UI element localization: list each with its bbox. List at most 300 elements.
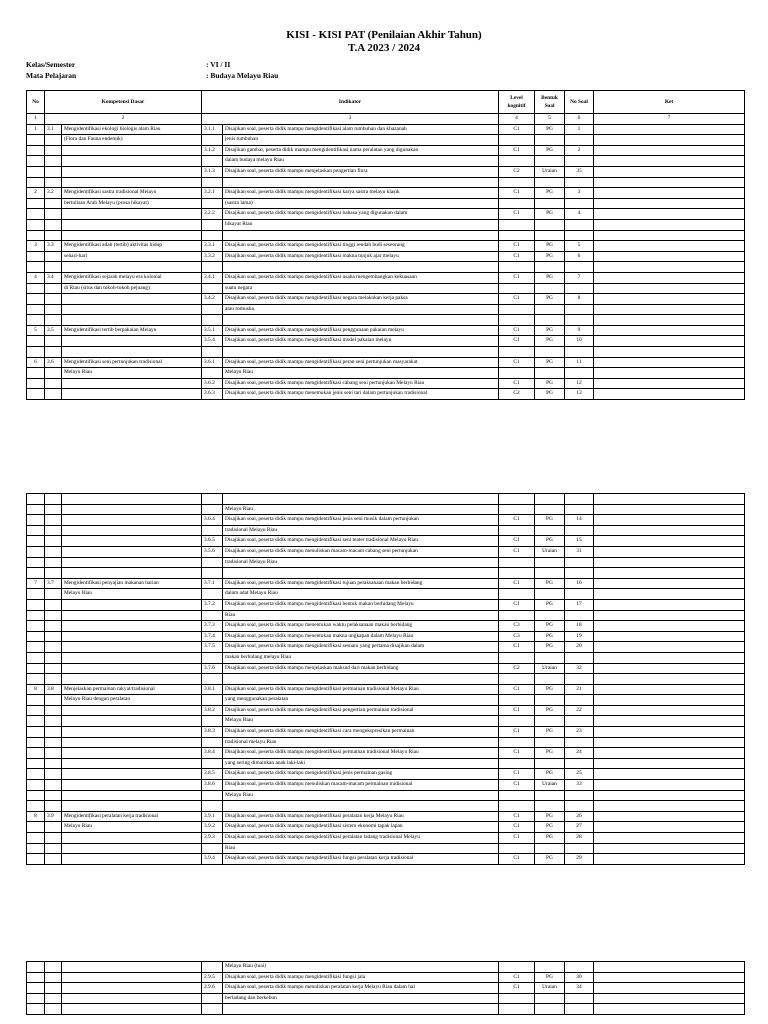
cell-kompetensi-text — [62, 972, 202, 983]
cell-indikator-text: Melayu Riau (tuai) — [223, 962, 499, 973]
table-row — [27, 983, 745, 994]
cell-no — [27, 983, 45, 994]
cell-kompetensi-text — [62, 748, 202, 759]
cell-no-soal — [565, 674, 594, 685]
cell-kd-code — [45, 663, 62, 674]
cell-level-kognitif — [499, 304, 535, 315]
cell-kompetensi-text: Mengidentifikasi sastra tradisional Melayu — [62, 188, 202, 199]
cell-level-kognitif: C1 — [499, 336, 535, 347]
cell-no-soal: 22 — [565, 705, 594, 716]
cell-level-kognitif: C1 — [499, 241, 535, 252]
cell-indikator-text: Disajikan soal, peserta didik mampu mengidentifikasi cabang seni pertunjukan Melayu Riau — [223, 378, 499, 389]
table-row — [27, 272, 745, 283]
cell-bentuk-soal — [535, 230, 565, 241]
cell-ket — [594, 219, 745, 230]
cell-bentuk-soal — [535, 589, 565, 600]
cell-level-kognitif — [499, 156, 535, 167]
cell-level-kognitif: C1 — [499, 684, 535, 695]
cell-no — [27, 769, 45, 780]
cell-bentuk-soal: PG — [535, 325, 565, 336]
cell-no — [27, 589, 45, 600]
cell-ket — [594, 177, 745, 188]
cell-no — [27, 145, 45, 156]
cell-level-kognitif — [499, 230, 535, 241]
column-number: 3 — [202, 114, 499, 125]
cell-bentuk-soal — [535, 525, 565, 536]
header-kompetensi-dasar: Kompetensi Dasar — [45, 91, 202, 114]
cell-ket — [594, 198, 745, 209]
cell-indikator-text: Disajikan soal, peserta didik mampu mengidentifikasi usaha mengembangkan kekuasaan — [223, 272, 499, 283]
cell-kd-code — [45, 145, 62, 156]
cell-kd-code — [45, 1004, 62, 1015]
cell-level-kognitif — [499, 177, 535, 188]
cell-no — [27, 780, 45, 791]
cell-indikator-text: Disajikan soal, peserta didik mampu mengidentifikasi tinggi rendah budi seseorang — [223, 241, 499, 252]
cell-bentuk-soal: PG — [535, 188, 565, 199]
cell-indikator-text: Disajikan soal, peserta didik mampu menentukan makna ungkapan dalam Melayu Riau — [223, 631, 499, 642]
cell-no — [27, 336, 45, 347]
cell-indikator-code — [202, 758, 223, 769]
cell-indikator-text — [223, 494, 499, 505]
cell-kompetensi-text — [62, 219, 202, 230]
cell-kompetensi-text — [62, 801, 202, 812]
kisi-table-page-2 — [26, 493, 745, 865]
cell-kd-code — [45, 494, 62, 505]
cell-bentuk-soal: Uraian — [535, 780, 565, 791]
cell-no-soal — [565, 652, 594, 663]
table-row — [27, 727, 745, 738]
cell-level-kognitif — [499, 1004, 535, 1015]
cell-no-soal — [565, 283, 594, 294]
cell-indikator-code — [202, 737, 223, 748]
cell-no-soal: 29 — [565, 854, 594, 865]
cell-no — [27, 262, 45, 273]
cell-kompetensi-text — [62, 962, 202, 973]
cell-no — [27, 536, 45, 547]
cell-bentuk-soal — [535, 283, 565, 294]
cell-no — [27, 378, 45, 389]
table-row — [27, 716, 745, 727]
cell-bentuk-soal: PG — [535, 578, 565, 589]
cell-bentuk-soal: PG — [535, 536, 565, 547]
cell-no: 5 — [27, 325, 45, 336]
cell-bentuk-soal: PG — [535, 336, 565, 347]
cell-ket — [594, 188, 745, 199]
cell-kompetensi-text — [62, 716, 202, 727]
table-row — [27, 578, 745, 589]
cell-level-kognitif — [499, 962, 535, 973]
table-row — [27, 737, 745, 748]
cell-no — [27, 758, 45, 769]
cell-indikator-text: Disajikan soal, peserta didik mampu menjelaskan pengertian flora — [223, 166, 499, 177]
cell-no-soal: 15 — [565, 536, 594, 547]
cell-bentuk-soal — [535, 993, 565, 1004]
cell-indikator-text: Disajikan soal, peserta didik mampu mengidentifikasi seni teater tradisional Melayu Riau — [223, 536, 499, 547]
cell-kd-code — [45, 822, 62, 833]
cell-indikator-code: 3.2.1 — [202, 188, 223, 199]
cell-kd-code — [45, 631, 62, 642]
cell-no-soal: 24 — [565, 748, 594, 759]
cell-bentuk-soal: PG — [535, 272, 565, 283]
cell-indikator-text: Disajikan soal, peserta didik mampu menuliskan macam-macam permainan tradisional — [223, 780, 499, 791]
cell-no-soal: 5 — [565, 241, 594, 252]
cell-no — [27, 962, 45, 973]
cell-ket — [594, 962, 745, 973]
cell-ket — [594, 716, 745, 727]
cell-kompetensi-text — [62, 156, 202, 167]
cell-bentuk-soal: PG — [535, 811, 565, 822]
cell-kompetensi-text — [62, 557, 202, 568]
cell-ket — [594, 833, 745, 844]
cell-ket — [594, 209, 745, 220]
cell-indikator-code — [202, 504, 223, 515]
cell-no-soal: 18 — [565, 621, 594, 632]
cell-no-soal: 26 — [565, 811, 594, 822]
cell-kd-code — [45, 780, 62, 791]
mapel-value: : Budaya Melayu Riau — [206, 71, 279, 80]
cell-ket — [594, 166, 745, 177]
cell-level-kognitif: C1 — [499, 536, 535, 547]
table-row — [27, 568, 745, 579]
cell-no — [27, 135, 45, 146]
cell-kd-code — [45, 525, 62, 536]
cell-no — [27, 642, 45, 653]
cell-ket — [594, 790, 745, 801]
table-row — [27, 962, 745, 973]
table-row — [27, 833, 745, 844]
cell-level-kognitif — [499, 843, 535, 854]
cell-no: 1 — [27, 124, 45, 135]
cell-no — [27, 209, 45, 220]
column-number: 6 — [565, 114, 594, 125]
cell-level-kognitif: C1 — [499, 209, 535, 220]
cell-indikator-code — [202, 1004, 223, 1015]
cell-bentuk-soal — [535, 758, 565, 769]
cell-ket — [594, 748, 745, 759]
cell-no-soal: 10 — [565, 336, 594, 347]
cell-kompetensi-text — [62, 737, 202, 748]
cell-level-kognitif — [499, 347, 535, 358]
cell-kd-code — [45, 769, 62, 780]
cell-ket — [594, 822, 745, 833]
cell-indikator-text: Disajikan soal, peserta didik mampu menemukan jenis seni tari dalam pertunjukan tradisional — [223, 389, 499, 400]
cell-no — [27, 166, 45, 177]
cell-indikator-code: 3.5.4 — [202, 336, 223, 347]
cell-ket — [594, 251, 745, 262]
cell-bentuk-soal — [535, 610, 565, 621]
table-row — [27, 589, 745, 600]
cell-indikator-text: (sastra lama) — [223, 198, 499, 209]
cell-bentuk-soal — [535, 219, 565, 230]
cell-level-kognitif: C1 — [499, 378, 535, 389]
cell-bentuk-soal — [535, 198, 565, 209]
cell-kd-code: 3.8 — [45, 684, 62, 695]
kelas-label: Kelas/Semester — [26, 60, 76, 69]
cell-kd-code — [45, 705, 62, 716]
cell-kompetensi-text — [62, 262, 202, 273]
cell-bentuk-soal — [535, 135, 565, 146]
cell-ket — [594, 262, 745, 273]
cell-kd-code: 3.3 — [45, 241, 62, 252]
cell-no-soal: 34 — [565, 983, 594, 994]
cell-ket — [594, 368, 745, 379]
cell-ket — [594, 241, 745, 252]
cell-indikator-code — [202, 368, 223, 379]
cell-kompetensi-text — [62, 843, 202, 854]
cell-ket — [594, 525, 745, 536]
cell-no — [27, 610, 45, 621]
column-number: 7 — [594, 114, 745, 125]
cell-indikator-code: 3.7.2 — [202, 599, 223, 610]
cell-indikator-text: yang sering dimainkan anak laki-laki — [223, 758, 499, 769]
cell-indikator-text: hikayat Riau — [223, 219, 499, 230]
cell-no — [27, 294, 45, 305]
cell-no-soal: 16 — [565, 578, 594, 589]
cell-no-soal: 11 — [565, 357, 594, 368]
cell-no-soal: 14 — [565, 515, 594, 526]
table-row — [27, 972, 745, 983]
cell-no-soal: 30 — [565, 972, 594, 983]
cell-level-kognitif: C3 — [499, 621, 535, 632]
cell-kd-code — [45, 536, 62, 547]
cell-indikator-code: 3.4.1 — [202, 272, 223, 283]
cell-indikator-code — [202, 568, 223, 579]
cell-ket — [594, 983, 745, 994]
cell-ket — [594, 705, 745, 716]
table-row — [27, 610, 745, 621]
cell-no — [27, 972, 45, 983]
cell-indikator-text: Melayu Riau — [223, 504, 499, 515]
cell-no — [27, 219, 45, 230]
cell-level-kognitif — [499, 557, 535, 568]
cell-ket — [594, 801, 745, 812]
table-row — [27, 652, 745, 663]
cell-level-kognitif: C1 — [499, 642, 535, 653]
cell-level-kognitif — [499, 758, 535, 769]
cell-indikator-text: Melayu Riau — [223, 716, 499, 727]
cell-ket — [594, 652, 745, 663]
table-body-page-3 — [27, 962, 745, 1015]
cell-no: 2 — [27, 188, 45, 199]
cell-no-soal — [565, 219, 594, 230]
cell-kompetensi-text — [62, 315, 202, 326]
cell-level-kognitif: C1 — [499, 515, 535, 526]
cell-indikator-text: berladang dan berkebun — [223, 993, 499, 1004]
cell-indikator-code — [202, 790, 223, 801]
cell-kompetensi-text: Mengidentifikasi tertib berpakaian Melayu — [62, 325, 202, 336]
cell-ket — [594, 315, 745, 326]
cell-bentuk-soal: PG — [535, 833, 565, 844]
cell-no-soal — [565, 494, 594, 505]
table-row — [27, 705, 745, 716]
cell-no — [27, 621, 45, 632]
cell-kompetensi-text — [62, 304, 202, 315]
table-row — [27, 209, 745, 220]
cell-kompetensi-text — [62, 663, 202, 674]
cell-kompetensi-text — [62, 833, 202, 844]
cell-kompetensi-text — [62, 294, 202, 305]
cell-indikator-text: Disajikan soal, peserta didik mampu mengidentifikasi permainan tradisional Melayu Riau — [223, 748, 499, 759]
table-row — [27, 177, 745, 188]
cell-level-kognitif: C1 — [499, 546, 535, 557]
table-row — [27, 769, 745, 780]
cell-kd-code — [45, 801, 62, 812]
cell-level-kognitif — [499, 262, 535, 273]
cell-ket — [594, 230, 745, 241]
cell-kd-code — [45, 621, 62, 632]
cell-kompetensi-text — [62, 230, 202, 241]
cell-indikator-code: 3.7.4 — [202, 631, 223, 642]
cell-no — [27, 494, 45, 505]
cell-kd-code — [45, 209, 62, 220]
cell-ket — [594, 727, 745, 738]
cell-indikator-text — [223, 177, 499, 188]
cell-level-kognitif — [499, 790, 535, 801]
cell-bentuk-soal — [535, 737, 565, 748]
table-row — [27, 230, 745, 241]
cell-ket — [594, 336, 745, 347]
cell-no-soal — [565, 962, 594, 973]
cell-bentuk-soal: PG — [535, 621, 565, 632]
cell-bentuk-soal: PG — [535, 822, 565, 833]
table-row — [27, 599, 745, 610]
cell-level-kognitif — [499, 652, 535, 663]
cell-indikator-text — [223, 674, 499, 685]
cell-no — [27, 822, 45, 833]
cell-no — [27, 368, 45, 379]
cell-ket — [594, 993, 745, 1004]
table-row — [27, 124, 745, 135]
cell-kompetensi-text — [62, 145, 202, 156]
cell-indikator-text: makan berhidang melayu Riau — [223, 652, 499, 663]
cell-indikator-code — [202, 219, 223, 230]
table-row — [27, 811, 745, 822]
table-row — [27, 357, 745, 368]
cell-no — [27, 557, 45, 568]
cell-ket — [594, 854, 745, 865]
cell-kompetensi-text: Melayu Riau — [62, 589, 202, 600]
cell-kompetensi-text — [62, 378, 202, 389]
cell-kd-code — [45, 135, 62, 146]
cell-no — [27, 716, 45, 727]
cell-kompetensi-text — [62, 790, 202, 801]
cell-no-soal — [565, 695, 594, 706]
cell-kompetensi-text — [62, 504, 202, 515]
cell-no-soal: 2 — [565, 145, 594, 156]
cell-no — [27, 993, 45, 1004]
cell-no-soal: 31 — [565, 546, 594, 557]
cell-ket — [594, 578, 745, 589]
cell-indikator-text: Disajikan soal, peserta didik mampu mengidentifikasi sesuatu yang pertama disajikan dalam — [223, 642, 499, 653]
cell-kompetensi-text: Mengidentifikasi seni pertunjukan tradisional — [62, 357, 202, 368]
cell-level-kognitif: C1 — [499, 780, 535, 791]
cell-indikator-code: 3.6.3 — [202, 389, 223, 400]
cell-indikator-text — [223, 315, 499, 326]
cell-no-soal — [565, 368, 594, 379]
cell-bentuk-soal: Uraian — [535, 166, 565, 177]
cell-level-kognitif — [499, 993, 535, 1004]
cell-no — [27, 389, 45, 400]
cell-kd-code — [45, 166, 62, 177]
cell-ket — [594, 156, 745, 167]
cell-indikator-text: Disajikan soal, peserta didik mampu menuliskan macam-macam cabang seni pertunjukan — [223, 546, 499, 557]
table-row — [27, 663, 745, 674]
cell-bentuk-soal — [535, 1004, 565, 1015]
cell-indikator-code — [202, 589, 223, 600]
cell-ket — [594, 599, 745, 610]
cell-indikator-text: Disajikan soal, peserta didik mampu mengidentifikasi jenis permainan gasing — [223, 769, 499, 780]
cell-kompetensi-text: (Flora dan Fauna endemik) — [62, 135, 202, 146]
cell-ket — [594, 695, 745, 706]
cell-no — [27, 315, 45, 326]
header-no: No — [27, 91, 45, 114]
cell-kompetensi-text — [62, 336, 202, 347]
cell-indikator-code: 3.9.3 — [202, 833, 223, 844]
cell-bentuk-soal: PG — [535, 515, 565, 526]
table-row — [27, 801, 745, 812]
table-row — [27, 822, 745, 833]
cell-kompetensi-text — [62, 536, 202, 547]
table-row — [27, 557, 745, 568]
cell-bentuk-soal: PG — [535, 684, 565, 695]
cell-kd-code — [45, 198, 62, 209]
cell-indikator-text: Disajikan soal, peserta didik mampu mengidentifikasi negara melakukan kerja paksa — [223, 294, 499, 305]
cell-indikator-text: Disajikan soal, peserta didik mampu mengidentifikasi jenis seni musik dalam pertunjukan — [223, 515, 499, 526]
cell-ket — [594, 347, 745, 358]
column-number: 2 — [45, 114, 202, 125]
cell-ket — [594, 494, 745, 505]
cell-indikator-text: Disajikan soal, peserta didik mampu mengidentifikasi karya sastra melayu klasik — [223, 188, 499, 199]
cell-no — [27, 843, 45, 854]
cell-indikator-code: 3.8.6 — [202, 780, 223, 791]
cell-ket — [594, 737, 745, 748]
cell-indikator-code — [202, 156, 223, 167]
cell-indikator-text: Disajikan soal, peserta didik mampu mengidentifikasi bahasa yang digunakan dalam — [223, 209, 499, 220]
cell-kd-code — [45, 983, 62, 994]
table-row — [27, 631, 745, 642]
cell-bentuk-soal: PG — [535, 642, 565, 653]
cell-no — [27, 748, 45, 759]
cell-kd-code — [45, 962, 62, 973]
cell-kd-code: 3.2 — [45, 188, 62, 199]
cell-no-soal — [565, 525, 594, 536]
cell-level-kognitif: C1 — [499, 325, 535, 336]
cell-ket — [594, 589, 745, 600]
cell-kompetensi-text: Melayu Riau dengan peralatan — [62, 695, 202, 706]
cell-kompetensi-text — [62, 389, 202, 400]
cell-level-kognitif — [499, 801, 535, 812]
cell-indikator-text: suatu negara — [223, 283, 499, 294]
cell-indikator-code: 3.3.2 — [202, 251, 223, 262]
table-row — [27, 262, 745, 273]
header-ket: Ket — [594, 91, 745, 114]
cell-kd-code — [45, 993, 62, 1004]
cell-kd-code — [45, 674, 62, 685]
cell-kd-code — [45, 378, 62, 389]
cell-ket — [594, 1004, 745, 1015]
cell-no — [27, 546, 45, 557]
table-row — [27, 525, 745, 536]
cell-indikator-code: 3.8.4 — [202, 748, 223, 759]
header-bentuk-soal: Bentuk Soal — [535, 91, 565, 114]
cell-kd-code — [45, 790, 62, 801]
cell-indikator-code: 3.9.4 — [202, 854, 223, 865]
cell-kompetensi-text — [62, 652, 202, 663]
cell-no — [27, 695, 45, 706]
cell-ket — [594, 972, 745, 983]
cell-indikator-text: tradisional Melayu Riau — [223, 525, 499, 536]
cell-kompetensi-text: bertulisan Arab Melayu (prosa hikayat) — [62, 198, 202, 209]
